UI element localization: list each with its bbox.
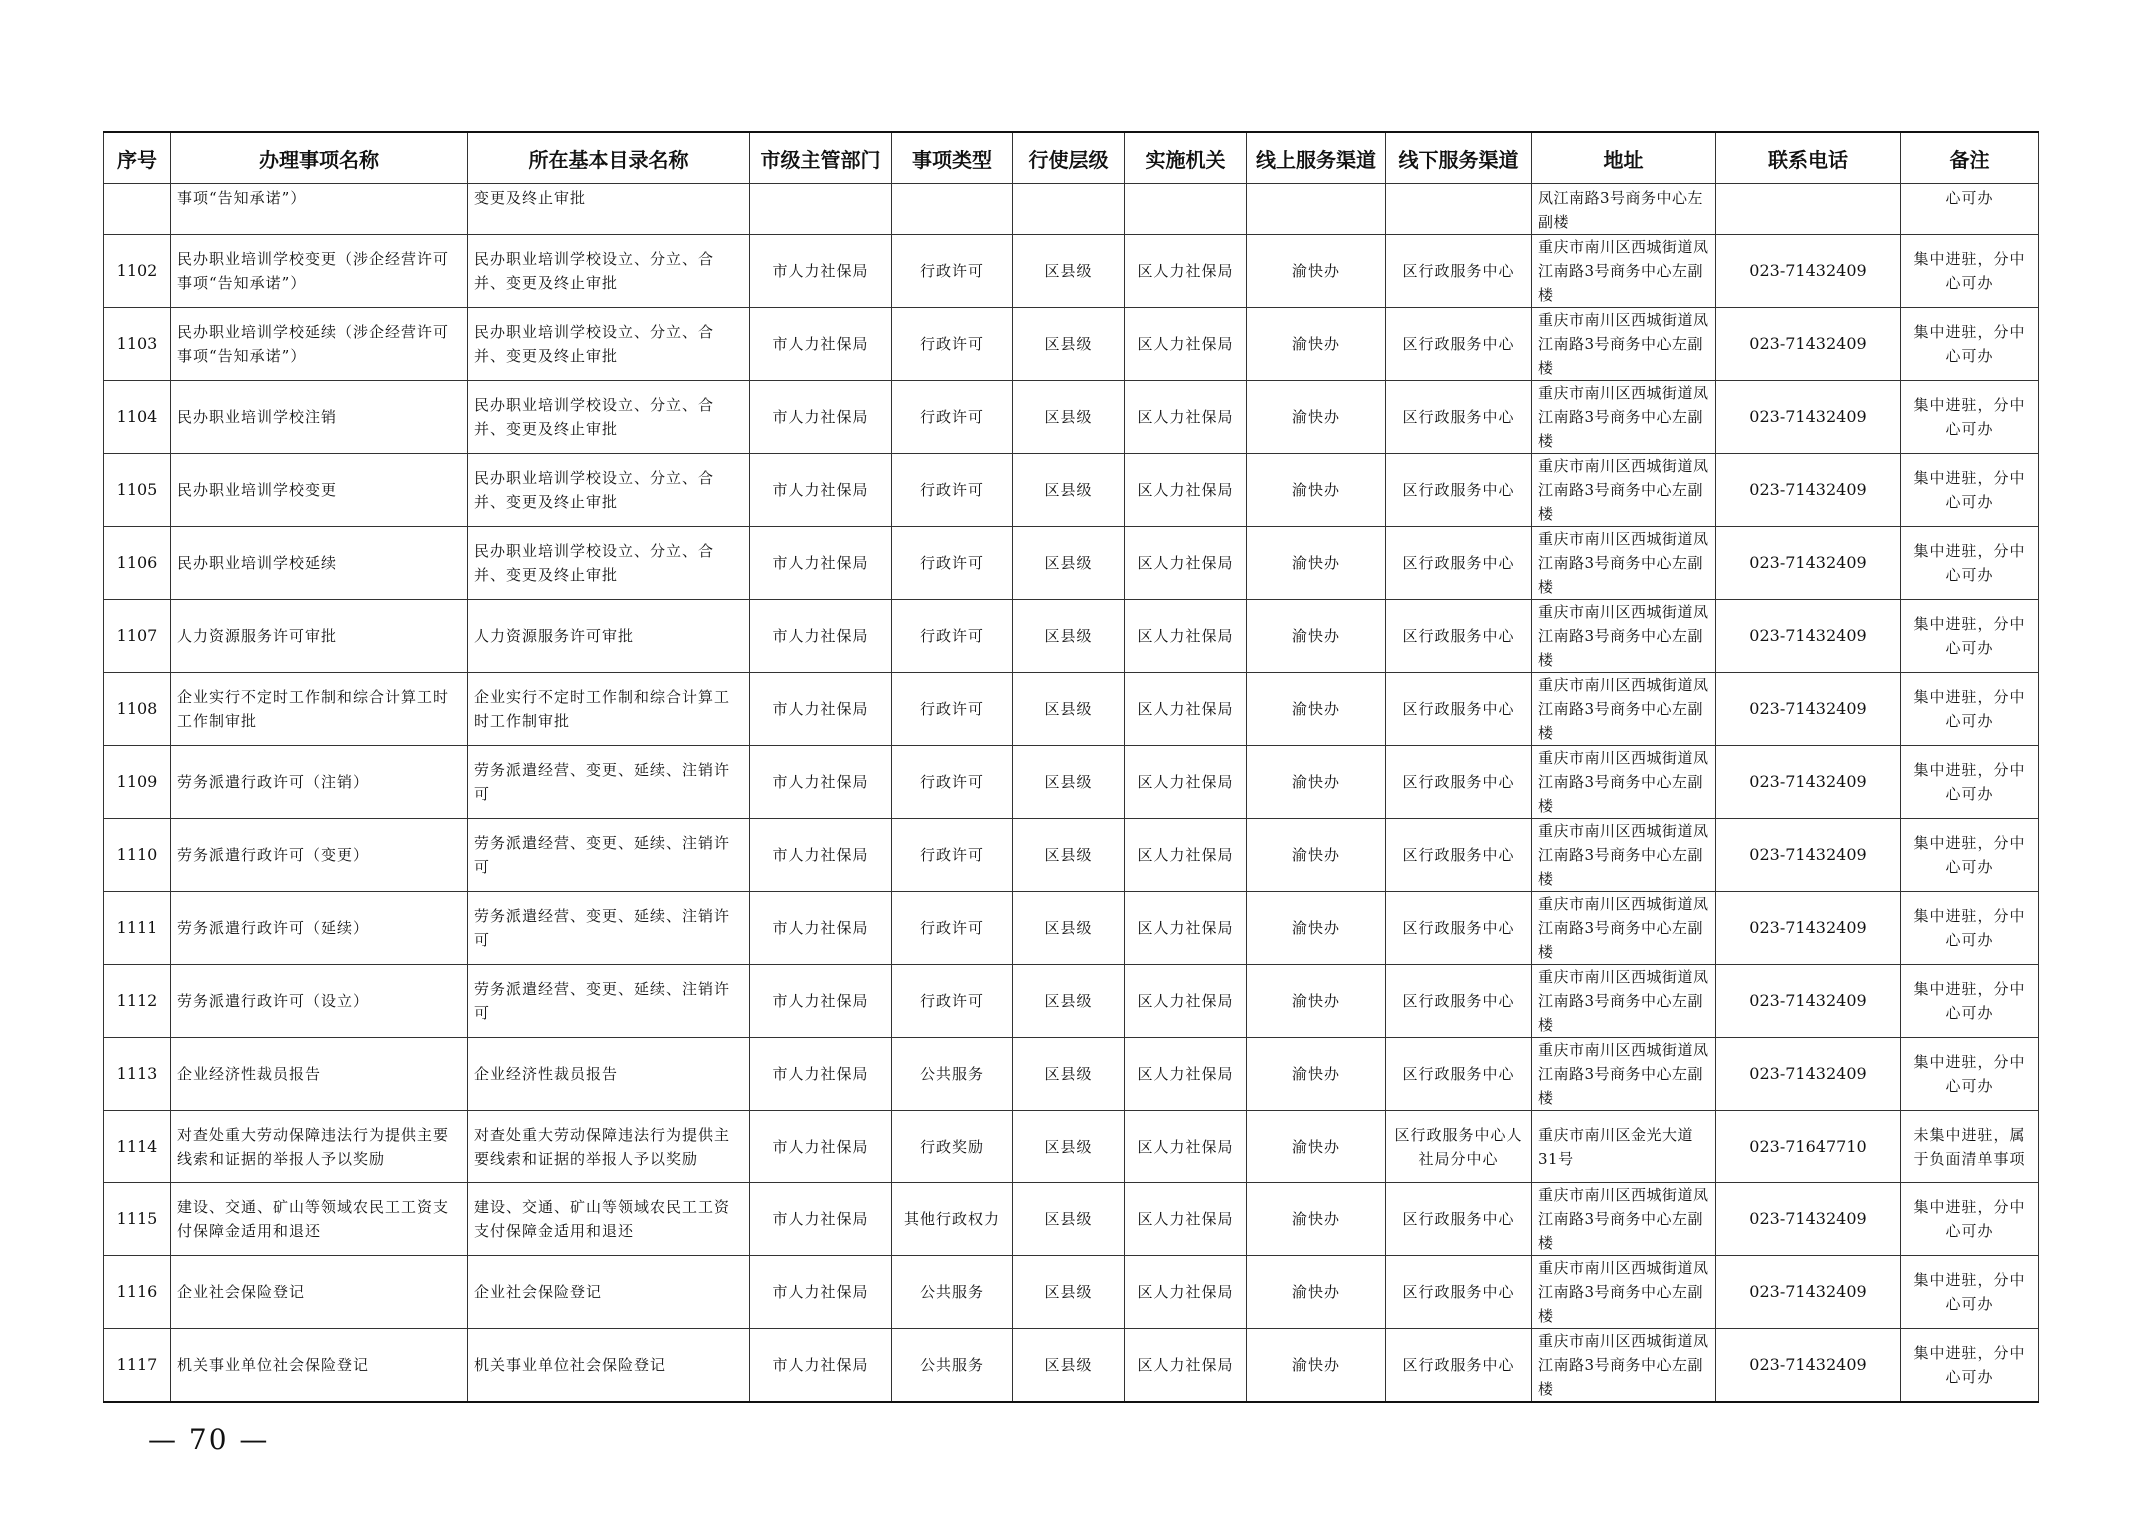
header-level: 行使层级 <box>1013 132 1125 184</box>
cell-level: 区县级 <box>1013 1329 1125 1403</box>
cell-offline: 区行政服务中心 <box>1386 892 1532 965</box>
cell-item-type: 公共服务 <box>892 1038 1013 1111</box>
cell-catalog-name: 变更及终止审批 <box>468 184 750 235</box>
cell-offline: 区行政服务中心 <box>1386 235 1532 308</box>
cell-catalog-name: 民办职业培训学校设立、分立、合并、变更及终止审批 <box>468 235 750 308</box>
cell-no: 1107 <box>104 600 171 673</box>
cell-catalog-name: 民办职业培训学校设立、分立、合并、变更及终止审批 <box>468 381 750 454</box>
cell-department: 市人力社保局 <box>750 673 892 746</box>
cell-phone: 023-71432409 <box>1716 1329 1901 1403</box>
cell-no: 1102 <box>104 235 171 308</box>
cell-item-name: 建设、交通、矿山等领域农民工工资支付保障金适用和退还 <box>171 1183 468 1256</box>
cell-level: 区县级 <box>1013 1038 1125 1111</box>
cell-phone: 023-71432409 <box>1716 527 1901 600</box>
cell-item-type: 行政许可 <box>892 235 1013 308</box>
table-row <box>104 527 2039 600</box>
table-row <box>104 1329 2039 1403</box>
cell-item-type: 行政奖励 <box>892 1111 1013 1183</box>
cell-phone: 023-71432409 <box>1716 892 1901 965</box>
cell-item-name: 企业社会保险登记 <box>171 1256 468 1329</box>
header-online: 线上服务渠道 <box>1247 132 1386 184</box>
table-row <box>104 819 2039 892</box>
cell-no: 1104 <box>104 381 171 454</box>
cell-note: 心可办 <box>1901 184 2039 235</box>
cell-level: 区县级 <box>1013 527 1125 600</box>
cell-department: 市人力社保局 <box>750 1111 892 1183</box>
cell-catalog-name: 民办职业培训学校设立、分立、合并、变更及终止审批 <box>468 308 750 381</box>
table-row <box>104 1256 2039 1329</box>
cell-level: 区县级 <box>1013 1183 1125 1256</box>
cell-address: 重庆市南川区西城街道凤江南路3号商务中心左副楼 <box>1532 1038 1716 1111</box>
cell-address: 重庆市南川区西城街道凤江南路3号商务中心左副楼 <box>1532 892 1716 965</box>
cell-agency: 区人力社保局 <box>1125 673 1247 746</box>
cell-agency: 区人力社保局 <box>1125 819 1247 892</box>
cell-catalog-name: 劳务派遣经营、变更、延续、注销许可 <box>468 819 750 892</box>
cell-level: 区县级 <box>1013 235 1125 308</box>
cell-offline: 区行政服务中心 <box>1386 1183 1532 1256</box>
cell-agency <box>1125 184 1247 235</box>
cell-agency: 区人力社保局 <box>1125 381 1247 454</box>
cell-department: 市人力社保局 <box>750 308 892 381</box>
cell-address: 重庆市南川区西城街道凤江南路3号商务中心左副楼 <box>1532 673 1716 746</box>
cell-address: 重庆市南川区西城街道凤江南路3号商务中心左副楼 <box>1532 454 1716 527</box>
cell-level: 区县级 <box>1013 600 1125 673</box>
cell-offline: 区行政服务中心 <box>1386 1329 1532 1403</box>
cell-online: 渝快办 <box>1247 235 1386 308</box>
cell-offline: 区行政服务中心 <box>1386 1256 1532 1329</box>
cell-address: 重庆市南川区西城街道凤江南路3号商务中心左副楼 <box>1532 965 1716 1038</box>
cell-online: 渝快办 <box>1247 819 1386 892</box>
cell-catalog-name: 机关事业单位社会保险登记 <box>468 1329 750 1403</box>
cell-department: 市人力社保局 <box>750 600 892 673</box>
cell-item-name: 民办职业培训学校延续 <box>171 527 468 600</box>
cell-department: 市人力社保局 <box>750 1038 892 1111</box>
table-row <box>104 673 2039 746</box>
table-row <box>104 381 2039 454</box>
cell-item-type: 行政许可 <box>892 746 1013 819</box>
cell-online: 渝快办 <box>1247 965 1386 1038</box>
cell-item-type: 行政许可 <box>892 673 1013 746</box>
cell-item-type: 行政许可 <box>892 308 1013 381</box>
cell-agency: 区人力社保局 <box>1125 308 1247 381</box>
cell-note: 集中进驻，分中心可办 <box>1901 673 2039 746</box>
table-row <box>104 454 2039 527</box>
cell-catalog-name: 企业实行不定时工作制和综合计算工时工作制审批 <box>468 673 750 746</box>
cell-no: 1117 <box>104 1329 171 1403</box>
table-row <box>104 1183 2039 1256</box>
cell-note: 集中进驻，分中心可办 <box>1901 892 2039 965</box>
cell-department: 市人力社保局 <box>750 454 892 527</box>
cell-item-name: 民办职业培训学校变更（涉企经营许可事项“告知承诺”） <box>171 235 468 308</box>
header-catalog-name: 所在基本目录名称 <box>468 132 750 184</box>
cell-note: 集中进驻，分中心可办 <box>1901 746 2039 819</box>
cell-item-type <box>892 184 1013 235</box>
cell-level: 区县级 <box>1013 308 1125 381</box>
cell-note: 集中进驻，分中心可办 <box>1901 454 2039 527</box>
cell-item-name: 企业经济性裁员报告 <box>171 1038 468 1111</box>
cell-department: 市人力社保局 <box>750 1329 892 1403</box>
cell-address: 重庆市南川区西城街道凤江南路3号商务中心左副楼 <box>1532 308 1716 381</box>
cell-item-name: 劳务派遣行政许可（延续） <box>171 892 468 965</box>
cell-item-type: 其他行政权力 <box>892 1183 1013 1256</box>
cell-agency: 区人力社保局 <box>1125 1183 1247 1256</box>
cell-department: 市人力社保局 <box>750 965 892 1038</box>
cell-address: 重庆市南川区西城街道凤江南路3号商务中心左副楼 <box>1532 1329 1716 1403</box>
cell-level: 区县级 <box>1013 746 1125 819</box>
cell-agency: 区人力社保局 <box>1125 527 1247 600</box>
cell-department: 市人力社保局 <box>750 381 892 454</box>
cell-level: 区县级 <box>1013 892 1125 965</box>
header-item-name: 办理事项名称 <box>171 132 468 184</box>
table-row <box>104 600 2039 673</box>
cell-online: 渝快办 <box>1247 1329 1386 1403</box>
cell-online: 渝快办 <box>1247 1183 1386 1256</box>
cell-no: 1113 <box>104 1038 171 1111</box>
cell-note: 集中进驻，分中心可办 <box>1901 308 2039 381</box>
cell-online: 渝快办 <box>1247 600 1386 673</box>
cell-item-name: 民办职业培训学校变更 <box>171 454 468 527</box>
cell-address: 重庆市南川区西城街道凤江南路3号商务中心左副楼 <box>1532 1256 1716 1329</box>
cell-address: 重庆市南川区西城街道凤江南路3号商务中心左副楼 <box>1532 746 1716 819</box>
cell-online <box>1247 184 1386 235</box>
cell-item-type: 公共服务 <box>892 1329 1013 1403</box>
cell-online: 渝快办 <box>1247 308 1386 381</box>
cell-offline: 区行政服务中心人社局分中心 <box>1386 1111 1532 1183</box>
cell-phone: 023-71432409 <box>1716 1183 1901 1256</box>
cell-catalog-name: 民办职业培训学校设立、分立、合并、变更及终止审批 <box>468 527 750 600</box>
cell-offline <box>1386 184 1532 235</box>
cell-note: 集中进驻，分中心可办 <box>1901 235 2039 308</box>
cell-phone: 023-71432409 <box>1716 673 1901 746</box>
cell-item-type: 公共服务 <box>892 1256 1013 1329</box>
cell-department: 市人力社保局 <box>750 746 892 819</box>
cell-phone: 023-71432409 <box>1716 746 1901 819</box>
cell-offline: 区行政服务中心 <box>1386 600 1532 673</box>
cell-note: 集中进驻，分中心可办 <box>1901 381 2039 454</box>
cell-agency: 区人力社保局 <box>1125 1111 1247 1183</box>
cell-online: 渝快办 <box>1247 746 1386 819</box>
cell-catalog-name: 劳务派遣经营、变更、延续、注销许可 <box>468 965 750 1038</box>
cell-item-name: 人力资源服务许可审批 <box>171 600 468 673</box>
cell-level: 区县级 <box>1013 1256 1125 1329</box>
cell-online: 渝快办 <box>1247 1256 1386 1329</box>
cell-no: 1116 <box>104 1256 171 1329</box>
cell-catalog-name: 劳务派遣经营、变更、延续、注销许可 <box>468 746 750 819</box>
table-row-continued <box>104 184 2039 235</box>
cell-department: 市人力社保局 <box>750 1183 892 1256</box>
cell-level: 区县级 <box>1013 965 1125 1038</box>
cell-department <box>750 184 892 235</box>
cell-agency: 区人力社保局 <box>1125 965 1247 1038</box>
header-offline: 线下服务渠道 <box>1386 132 1532 184</box>
cell-level: 区县级 <box>1013 673 1125 746</box>
cell-address: 重庆市南川区金光大道31号 <box>1532 1111 1716 1183</box>
cell-item-name: 事项“告知承诺”） <box>171 184 468 235</box>
cell-item-name: 劳务派遣行政许可（设立） <box>171 965 468 1038</box>
header-no: 序号 <box>104 132 171 184</box>
cell-note: 集中进驻，分中心可办 <box>1901 1329 2039 1403</box>
cell-phone: 023-71432409 <box>1716 819 1901 892</box>
cell-offline: 区行政服务中心 <box>1386 746 1532 819</box>
header-department: 市级主管部门 <box>750 132 892 184</box>
header-item-type: 事项类型 <box>892 132 1013 184</box>
cell-item-name: 劳务派遣行政许可（注销） <box>171 746 468 819</box>
cell-phone: 023-71432409 <box>1716 381 1901 454</box>
table-row <box>104 746 2039 819</box>
cell-offline: 区行政服务中心 <box>1386 673 1532 746</box>
table-row <box>104 1038 2039 1111</box>
cell-no <box>104 184 171 235</box>
cell-online: 渝快办 <box>1247 1111 1386 1183</box>
cell-catalog-name: 民办职业培训学校设立、分立、合并、变更及终止审批 <box>468 454 750 527</box>
table-row <box>104 1111 2039 1183</box>
cell-no: 1106 <box>104 527 171 600</box>
cell-note: 未集中进驻，属于负面清单事项 <box>1901 1111 2039 1183</box>
cell-item-type: 行政许可 <box>892 965 1013 1038</box>
cell-phone: 023-71432409 <box>1716 235 1901 308</box>
cell-online: 渝快办 <box>1247 892 1386 965</box>
cell-department: 市人力社保局 <box>750 1256 892 1329</box>
cell-no: 1112 <box>104 965 171 1038</box>
cell-no: 1114 <box>104 1111 171 1183</box>
cell-address: 重庆市南川区西城街道凤江南路3号商务中心左副楼 <box>1532 381 1716 454</box>
cell-catalog-name: 人力资源服务许可审批 <box>468 600 750 673</box>
cell-level: 区县级 <box>1013 1111 1125 1183</box>
cell-no: 1111 <box>104 892 171 965</box>
cell-item-name: 企业实行不定时工作制和综合计算工时工作制审批 <box>171 673 468 746</box>
cell-catalog-name: 企业经济性裁员报告 <box>468 1038 750 1111</box>
service-items-table <box>103 131 2039 1403</box>
cell-item-name: 劳务派遣行政许可（变更） <box>171 819 468 892</box>
cell-note: 集中进驻，分中心可办 <box>1901 819 2039 892</box>
cell-address: 凤江南路3号商务中心左副楼 <box>1532 184 1716 235</box>
cell-offline: 区行政服务中心 <box>1386 527 1532 600</box>
cell-catalog-name: 企业社会保险登记 <box>468 1256 750 1329</box>
page-number: — 70 — <box>148 1423 270 1456</box>
cell-offline: 区行政服务中心 <box>1386 819 1532 892</box>
cell-offline: 区行政服务中心 <box>1386 965 1532 1038</box>
cell-no: 1110 <box>104 819 171 892</box>
cell-phone: 023-71432409 <box>1716 600 1901 673</box>
cell-no: 1108 <box>104 673 171 746</box>
cell-note: 集中进驻，分中心可办 <box>1901 1256 2039 1329</box>
cell-no: 1103 <box>104 308 171 381</box>
cell-address: 重庆市南川区西城街道凤江南路3号商务中心左副楼 <box>1532 235 1716 308</box>
cell-item-name: 机关事业单位社会保险登记 <box>171 1329 468 1403</box>
cell-level <box>1013 184 1125 235</box>
cell-agency: 区人力社保局 <box>1125 454 1247 527</box>
cell-online: 渝快办 <box>1247 527 1386 600</box>
cell-address: 重庆市南川区西城街道凤江南路3号商务中心左副楼 <box>1532 600 1716 673</box>
cell-online: 渝快办 <box>1247 1038 1386 1111</box>
cell-agency: 区人力社保局 <box>1125 235 1247 308</box>
cell-item-type: 行政许可 <box>892 527 1013 600</box>
cell-online: 渝快办 <box>1247 381 1386 454</box>
table-body <box>104 184 2039 1403</box>
table-header-row <box>104 132 2039 184</box>
cell-catalog-name: 对查处重大劳动保障违法行为提供主要线索和证据的举报人予以奖励 <box>468 1111 750 1183</box>
cell-offline: 区行政服务中心 <box>1386 1038 1532 1111</box>
cell-level: 区县级 <box>1013 381 1125 454</box>
cell-no: 1105 <box>104 454 171 527</box>
cell-item-type: 行政许可 <box>892 454 1013 527</box>
cell-note: 集中进驻，分中心可办 <box>1901 527 2039 600</box>
header-address: 地址 <box>1532 132 1716 184</box>
cell-online: 渝快办 <box>1247 454 1386 527</box>
cell-item-type: 行政许可 <box>892 819 1013 892</box>
cell-item-type: 行政许可 <box>892 892 1013 965</box>
cell-no: 1115 <box>104 1183 171 1256</box>
cell-agency: 区人力社保局 <box>1125 892 1247 965</box>
cell-agency: 区人力社保局 <box>1125 746 1247 819</box>
cell-offline: 区行政服务中心 <box>1386 454 1532 527</box>
cell-catalog-name: 建设、交通、矿山等领域农民工工资支付保障金适用和退还 <box>468 1183 750 1256</box>
header-agency: 实施机关 <box>1125 132 1247 184</box>
table-row <box>104 892 2039 965</box>
cell-catalog-name: 劳务派遣经营、变更、延续、注销许可 <box>468 892 750 965</box>
cell-agency: 区人力社保局 <box>1125 1038 1247 1111</box>
cell-address: 重庆市南川区西城街道凤江南路3号商务中心左副楼 <box>1532 1183 1716 1256</box>
header-phone: 联系电话 <box>1716 132 1901 184</box>
cell-note: 集中进驻，分中心可办 <box>1901 600 2039 673</box>
cell-department: 市人力社保局 <box>750 892 892 965</box>
cell-level: 区县级 <box>1013 819 1125 892</box>
cell-department: 市人力社保局 <box>750 527 892 600</box>
cell-note: 集中进驻，分中心可办 <box>1901 1038 2039 1111</box>
cell-offline: 区行政服务中心 <box>1386 381 1532 454</box>
cell-no: 1109 <box>104 746 171 819</box>
cell-level: 区县级 <box>1013 454 1125 527</box>
cell-item-name: 民办职业培训学校延续（涉企经营许可事项“告知承诺”） <box>171 308 468 381</box>
cell-offline: 区行政服务中心 <box>1386 308 1532 381</box>
cell-item-type: 行政许可 <box>892 600 1013 673</box>
cell-item-name: 对查处重大劳动保障违法行为提供主要线索和证据的举报人予以奖励 <box>171 1111 468 1183</box>
table-row <box>104 235 2039 308</box>
cell-department: 市人力社保局 <box>750 235 892 308</box>
cell-agency: 区人力社保局 <box>1125 600 1247 673</box>
table-row <box>104 965 2039 1038</box>
cell-phone: 023-71432409 <box>1716 965 1901 1038</box>
cell-item-type: 行政许可 <box>892 381 1013 454</box>
cell-phone: 023-71432409 <box>1716 454 1901 527</box>
cell-department: 市人力社保局 <box>750 819 892 892</box>
cell-address: 重庆市南川区西城街道凤江南路3号商务中心左副楼 <box>1532 527 1716 600</box>
cell-online: 渝快办 <box>1247 673 1386 746</box>
cell-phone: 023-71432409 <box>1716 308 1901 381</box>
header-note: 备注 <box>1901 132 2039 184</box>
cell-phone: 023-71432409 <box>1716 1038 1901 1111</box>
cell-agency: 区人力社保局 <box>1125 1256 1247 1329</box>
cell-phone: 023-71432409 <box>1716 1256 1901 1329</box>
cell-phone <box>1716 184 1901 235</box>
cell-item-name: 民办职业培训学校注销 <box>171 381 468 454</box>
cell-phone: 023-71647710 <box>1716 1111 1901 1183</box>
table-row <box>104 308 2039 381</box>
cell-note: 集中进驻，分中心可办 <box>1901 965 2039 1038</box>
cell-address: 重庆市南川区西城街道凤江南路3号商务中心左副楼 <box>1532 819 1716 892</box>
cell-note: 集中进驻，分中心可办 <box>1901 1183 2039 1256</box>
cell-agency: 区人力社保局 <box>1125 1329 1247 1403</box>
